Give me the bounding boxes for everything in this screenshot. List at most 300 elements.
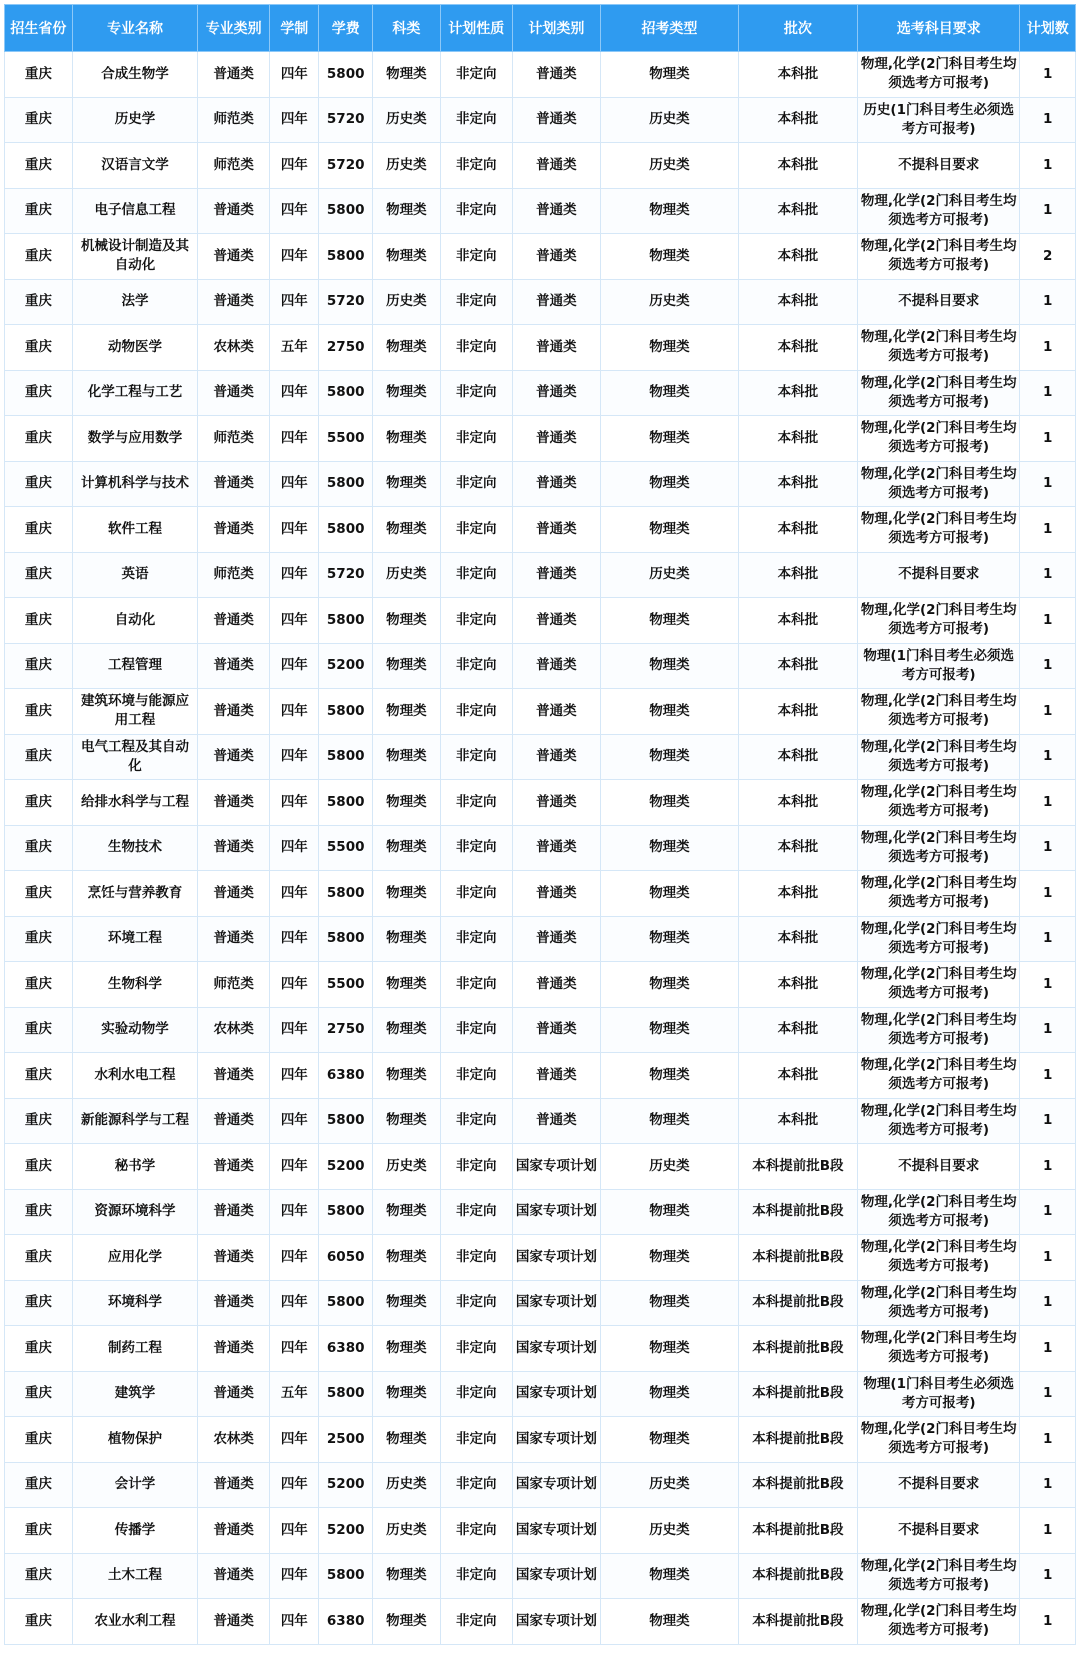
- cell-exam-type: 物理类: [601, 825, 739, 871]
- cell-tuition: 5800: [319, 1371, 372, 1417]
- column-header-subject-requirement: 选考科目要求: [858, 5, 1020, 52]
- table-row: [5, 1280, 1076, 1326]
- cell-subject-type: 物理类: [372, 461, 440, 507]
- column-header-batch: 批次: [738, 5, 857, 52]
- cell-tuition: 5200: [319, 1462, 372, 1508]
- cell-subject-requirement: 物理(1门科目考生必须选考方可报考): [858, 643, 1020, 689]
- cell-plan-count: 1: [1020, 1417, 1076, 1463]
- cell-plan-nature: 非定向: [440, 461, 512, 507]
- table-body: [5, 52, 1076, 1645]
- cell-major-category: 普通类: [198, 279, 270, 325]
- table-row: [5, 507, 1076, 553]
- cell-plan-count: 1: [1020, 97, 1076, 143]
- cell-batch: 本科提前批B段: [738, 1371, 857, 1417]
- cell-subject-type: 物理类: [372, 871, 440, 917]
- cell-subject-requirement: 物理,化学(2门科目考生均须选考方可报考): [858, 507, 1020, 553]
- cell-major-name: 数学与应用数学: [72, 416, 197, 462]
- cell-tuition: 5800: [319, 871, 372, 917]
- table-row: [5, 780, 1076, 826]
- cell-exam-type: 物理类: [601, 1326, 739, 1372]
- cell-exam-type: 物理类: [601, 416, 739, 462]
- cell-plan-count: 1: [1020, 325, 1076, 371]
- cell-batch: 本科批: [738, 1098, 857, 1144]
- table-row: [5, 1144, 1076, 1190]
- cell-subject-type: 物理类: [372, 962, 440, 1008]
- cell-batch: 本科批: [738, 234, 857, 280]
- cell-tuition: 6380: [319, 1053, 372, 1099]
- cell-plan-category: 国家专项计划: [512, 1462, 600, 1508]
- cell-province: 重庆: [5, 825, 73, 871]
- table-row: [5, 370, 1076, 416]
- cell-subject-type: 物理类: [372, 234, 440, 280]
- cell-plan-count: 1: [1020, 143, 1076, 189]
- cell-exam-type: 历史类: [601, 552, 739, 598]
- cell-plan-category: 普通类: [512, 962, 600, 1008]
- cell-exam-type: 物理类: [601, 461, 739, 507]
- cell-batch: 本科批: [738, 962, 857, 1008]
- cell-tuition: 5800: [319, 1189, 372, 1235]
- cell-exam-type: 历史类: [601, 97, 739, 143]
- cell-subject-type: 物理类: [372, 1189, 440, 1235]
- cell-major-category: 普通类: [198, 1235, 270, 1281]
- table-row: [5, 689, 1076, 735]
- cell-tuition: 5800: [319, 234, 372, 280]
- column-header-major-category: 专业类别: [198, 5, 270, 52]
- cell-plan-category: 普通类: [512, 825, 600, 871]
- cell-plan-nature: 非定向: [440, 1553, 512, 1599]
- cell-major-category: 普通类: [198, 1462, 270, 1508]
- cell-subject-requirement: 物理,化学(2门科目考生均须选考方可报考): [858, 1007, 1020, 1053]
- cell-exam-type: 物理类: [601, 1371, 739, 1417]
- cell-batch: 本科批: [738, 552, 857, 598]
- table-row: [5, 1508, 1076, 1554]
- cell-plan-count: 1: [1020, 1599, 1076, 1645]
- cell-plan-count: 1: [1020, 370, 1076, 416]
- cell-batch: 本科提前批B段: [738, 1553, 857, 1599]
- cell-plan-count: 1: [1020, 1280, 1076, 1326]
- cell-major-name: 应用化学: [72, 1235, 197, 1281]
- cell-plan-count: 1: [1020, 825, 1076, 871]
- cell-plan-count: 1: [1020, 734, 1076, 780]
- cell-major-category: 农林类: [198, 1417, 270, 1463]
- cell-province: 重庆: [5, 143, 73, 189]
- cell-duration: 四年: [270, 370, 319, 416]
- cell-major-category: 普通类: [198, 780, 270, 826]
- cell-exam-type: 历史类: [601, 1462, 739, 1508]
- cell-subject-requirement: 物理,化学(2门科目考生均须选考方可报考): [858, 370, 1020, 416]
- cell-tuition: 5500: [319, 962, 372, 1008]
- cell-subject-requirement: 历史(1门科目考生必须选考方可报考): [858, 97, 1020, 143]
- cell-tuition: 5800: [319, 370, 372, 416]
- column-header-plan-nature: 计划性质: [440, 5, 512, 52]
- cell-major-category: 普通类: [198, 52, 270, 98]
- cell-batch: 本科提前批B段: [738, 1599, 857, 1645]
- cell-plan-category: 普通类: [512, 279, 600, 325]
- cell-batch: 本科提前批B段: [738, 1235, 857, 1281]
- cell-plan-nature: 非定向: [440, 552, 512, 598]
- cell-tuition: 5800: [319, 507, 372, 553]
- cell-exam-type: 物理类: [601, 871, 739, 917]
- table-row: [5, 461, 1076, 507]
- cell-plan-nature: 非定向: [440, 188, 512, 234]
- column-header-province: 招生省份: [5, 5, 73, 52]
- cell-duration: 四年: [270, 234, 319, 280]
- cell-duration: 四年: [270, 1280, 319, 1326]
- cell-subject-requirement: 物理,化学(2门科目考生均须选考方可报考): [858, 1280, 1020, 1326]
- cell-province: 重庆: [5, 461, 73, 507]
- cell-major-name: 建筑环境与能源应用工程: [72, 689, 197, 735]
- cell-exam-type: 物理类: [601, 370, 739, 416]
- cell-plan-nature: 非定向: [440, 1280, 512, 1326]
- cell-subject-requirement: 物理,化学(2门科目考生均须选考方可报考): [858, 1189, 1020, 1235]
- cell-batch: 本科批: [738, 643, 857, 689]
- cell-province: 重庆: [5, 780, 73, 826]
- cell-province: 重庆: [5, 1007, 73, 1053]
- cell-plan-category: 普通类: [512, 1098, 600, 1144]
- cell-batch: 本科提前批B段: [738, 1280, 857, 1326]
- cell-batch: 本科批: [738, 188, 857, 234]
- table-row: [5, 416, 1076, 462]
- cell-subject-type: 物理类: [372, 1235, 440, 1281]
- cell-tuition: 5720: [319, 143, 372, 189]
- cell-major-name: 烹饪与营养教育: [72, 871, 197, 917]
- cell-plan-category: 普通类: [512, 689, 600, 735]
- cell-plan-count: 1: [1020, 1144, 1076, 1190]
- cell-subject-type: 历史类: [372, 1462, 440, 1508]
- cell-duration: 四年: [270, 97, 319, 143]
- cell-duration: 四年: [270, 1098, 319, 1144]
- cell-duration: 四年: [270, 1599, 319, 1645]
- cell-tuition: 5800: [319, 916, 372, 962]
- cell-major-name: 环境科学: [72, 1280, 197, 1326]
- cell-tuition: 6380: [319, 1326, 372, 1372]
- cell-subject-requirement: 物理(1门科目考生必须选考方可报考): [858, 1371, 1020, 1417]
- cell-batch: 本科批: [738, 734, 857, 780]
- cell-major-category: 普通类: [198, 370, 270, 416]
- cell-exam-type: 物理类: [601, 1553, 739, 1599]
- cell-subject-type: 物理类: [372, 1553, 440, 1599]
- cell-province: 重庆: [5, 234, 73, 280]
- cell-plan-count: 1: [1020, 1053, 1076, 1099]
- cell-duration: 四年: [270, 1007, 319, 1053]
- cell-major-name: 计算机科学与技术: [72, 461, 197, 507]
- cell-batch: 本科批: [738, 689, 857, 735]
- cell-province: 重庆: [5, 279, 73, 325]
- cell-major-category: 普通类: [198, 1280, 270, 1326]
- cell-plan-nature: 非定向: [440, 825, 512, 871]
- cell-plan-count: 1: [1020, 552, 1076, 598]
- cell-plan-nature: 非定向: [440, 916, 512, 962]
- cell-province: 重庆: [5, 598, 73, 644]
- cell-province: 重庆: [5, 188, 73, 234]
- cell-tuition: 5800: [319, 1280, 372, 1326]
- cell-plan-category: 国家专项计划: [512, 1553, 600, 1599]
- cell-subject-type: 物理类: [372, 1280, 440, 1326]
- cell-subject-requirement: 物理,化学(2门科目考生均须选考方可报考): [858, 1053, 1020, 1099]
- cell-exam-type: 物理类: [601, 1235, 739, 1281]
- cell-major-name: 自动化: [72, 598, 197, 644]
- cell-plan-count: 1: [1020, 780, 1076, 826]
- cell-subject-type: 物理类: [372, 1098, 440, 1144]
- cell-exam-type: 物理类: [601, 598, 739, 644]
- cell-exam-type: 物理类: [601, 234, 739, 280]
- cell-plan-category: 国家专项计划: [512, 1235, 600, 1281]
- cell-major-name: 制药工程: [72, 1326, 197, 1372]
- cell-major-category: 普通类: [198, 1553, 270, 1599]
- cell-major-category: 师范类: [198, 962, 270, 1008]
- header-row: [5, 5, 1076, 52]
- cell-batch: 本科提前批B段: [738, 1417, 857, 1463]
- cell-plan-category: 普通类: [512, 52, 600, 98]
- cell-plan-nature: 非定向: [440, 507, 512, 553]
- table-row: [5, 1462, 1076, 1508]
- table-row: [5, 871, 1076, 917]
- cell-major-category: 普通类: [198, 507, 270, 553]
- cell-plan-category: 普通类: [512, 507, 600, 553]
- cell-subject-requirement: 物理,化学(2门科目考生均须选考方可报考): [858, 598, 1020, 644]
- cell-duration: 四年: [270, 689, 319, 735]
- cell-subject-requirement: 物理,化学(2门科目考生均须选考方可报考): [858, 52, 1020, 98]
- cell-batch: 本科批: [738, 1007, 857, 1053]
- cell-plan-category: 普通类: [512, 598, 600, 644]
- cell-plan-category: 普通类: [512, 325, 600, 371]
- cell-plan-category: 普通类: [512, 143, 600, 189]
- cell-plan-count: 1: [1020, 279, 1076, 325]
- cell-major-name: 实验动物学: [72, 1007, 197, 1053]
- cell-major-name: 历史学: [72, 97, 197, 143]
- admission-plan-table: [4, 4, 1076, 1645]
- cell-major-category: 师范类: [198, 416, 270, 462]
- table-row: [5, 279, 1076, 325]
- cell-province: 重庆: [5, 97, 73, 143]
- cell-subject-type: 物理类: [372, 1326, 440, 1372]
- cell-plan-category: 普通类: [512, 552, 600, 598]
- cell-major-name: 给排水科学与工程: [72, 780, 197, 826]
- cell-plan-count: 2: [1020, 234, 1076, 280]
- table-row: [5, 552, 1076, 598]
- table-row: [5, 916, 1076, 962]
- cell-subject-requirement: 不提科目要求: [858, 1508, 1020, 1554]
- cell-batch: 本科批: [738, 97, 857, 143]
- cell-plan-category: 国家专项计划: [512, 1417, 600, 1463]
- cell-exam-type: 物理类: [601, 1280, 739, 1326]
- cell-subject-requirement: 物理,化学(2门科目考生均须选考方可报考): [858, 1098, 1020, 1144]
- cell-major-category: 普通类: [198, 188, 270, 234]
- cell-major-name: 生物科学: [72, 962, 197, 1008]
- cell-major-name: 机械设计制造及其自动化: [72, 234, 197, 280]
- cell-tuition: 5800: [319, 689, 372, 735]
- cell-tuition: 5200: [319, 1508, 372, 1554]
- cell-major-category: 普通类: [198, 916, 270, 962]
- cell-exam-type: 历史类: [601, 1144, 739, 1190]
- cell-plan-nature: 非定向: [440, 1508, 512, 1554]
- cell-province: 重庆: [5, 1144, 73, 1190]
- cell-plan-nature: 非定向: [440, 1235, 512, 1281]
- table-row: [5, 1098, 1076, 1144]
- cell-subject-type: 物理类: [372, 1417, 440, 1463]
- cell-subject-requirement: 物理,化学(2门科目考生均须选考方可报考): [858, 1235, 1020, 1281]
- cell-plan-category: 普通类: [512, 1007, 600, 1053]
- cell-major-name: 动物医学: [72, 325, 197, 371]
- cell-plan-nature: 非定向: [440, 234, 512, 280]
- table-row: [5, 825, 1076, 871]
- cell-major-name: 农业水利工程: [72, 1599, 197, 1645]
- cell-major-name: 新能源科学与工程: [72, 1098, 197, 1144]
- cell-subject-type: 物理类: [372, 643, 440, 689]
- cell-duration: 四年: [270, 962, 319, 1008]
- table-row: [5, 1599, 1076, 1645]
- cell-major-name: 传播学: [72, 1508, 197, 1554]
- cell-duration: 四年: [270, 188, 319, 234]
- cell-plan-category: 国家专项计划: [512, 1326, 600, 1372]
- cell-duration: 四年: [270, 1553, 319, 1599]
- cell-province: 重庆: [5, 1053, 73, 1099]
- cell-duration: 四年: [270, 279, 319, 325]
- cell-plan-nature: 非定向: [440, 1007, 512, 1053]
- cell-duration: 四年: [270, 1462, 319, 1508]
- cell-plan-count: 1: [1020, 1462, 1076, 1508]
- cell-tuition: 5800: [319, 598, 372, 644]
- cell-major-category: 普通类: [198, 871, 270, 917]
- cell-major-category: 普通类: [198, 1189, 270, 1235]
- cell-exam-type: 物理类: [601, 1007, 739, 1053]
- cell-plan-category: 普通类: [512, 97, 600, 143]
- cell-subject-type: 历史类: [372, 1508, 440, 1554]
- cell-tuition: 5800: [319, 780, 372, 826]
- cell-subject-requirement: 物理,化学(2门科目考生均须选考方可报考): [858, 1326, 1020, 1372]
- cell-plan-category: 普通类: [512, 461, 600, 507]
- cell-major-category: 普通类: [198, 1053, 270, 1099]
- cell-major-name: 工程管理: [72, 643, 197, 689]
- cell-subject-requirement: 物理,化学(2门科目考生均须选考方可报考): [858, 962, 1020, 1008]
- cell-major-category: 普通类: [198, 825, 270, 871]
- cell-exam-type: 物理类: [601, 734, 739, 780]
- cell-duration: 四年: [270, 598, 319, 644]
- cell-province: 重庆: [5, 325, 73, 371]
- cell-batch: 本科批: [738, 916, 857, 962]
- cell-major-category: 普通类: [198, 1098, 270, 1144]
- cell-batch: 本科批: [738, 370, 857, 416]
- cell-duration: 五年: [270, 325, 319, 371]
- cell-major-category: 师范类: [198, 552, 270, 598]
- cell-major-name: 电气工程及其自动化: [72, 734, 197, 780]
- cell-exam-type: 物理类: [601, 962, 739, 1008]
- cell-tuition: 5800: [319, 461, 372, 507]
- cell-subject-requirement: 物理,化学(2门科目考生均须选考方可报考): [858, 234, 1020, 280]
- cell-tuition: 5720: [319, 97, 372, 143]
- cell-plan-category: 普通类: [512, 871, 600, 917]
- cell-major-name: 秘书学: [72, 1144, 197, 1190]
- cell-tuition: 5500: [319, 825, 372, 871]
- cell-plan-category: 国家专项计划: [512, 1508, 600, 1554]
- cell-duration: 四年: [270, 825, 319, 871]
- cell-duration: 四年: [270, 143, 319, 189]
- cell-duration: 四年: [270, 52, 319, 98]
- cell-plan-nature: 非定向: [440, 1417, 512, 1463]
- cell-batch: 本科批: [738, 598, 857, 644]
- cell-subject-type: 物理类: [372, 416, 440, 462]
- cell-duration: 五年: [270, 1371, 319, 1417]
- cell-subject-type: 物理类: [372, 1007, 440, 1053]
- cell-plan-count: 1: [1020, 1508, 1076, 1554]
- cell-batch: 本科提前批B段: [738, 1508, 857, 1554]
- cell-major-name: 资源环境科学: [72, 1189, 197, 1235]
- cell-province: 重庆: [5, 1417, 73, 1463]
- cell-batch: 本科批: [738, 416, 857, 462]
- cell-subject-requirement: 不提科目要求: [858, 552, 1020, 598]
- cell-batch: 本科批: [738, 871, 857, 917]
- admission-plan-table-container: [4, 4, 1076, 1645]
- cell-subject-type: 物理类: [372, 780, 440, 826]
- column-header-plan-category: 计划类别: [512, 5, 600, 52]
- cell-plan-nature: 非定向: [440, 1189, 512, 1235]
- table-row: [5, 962, 1076, 1008]
- cell-subject-type: 物理类: [372, 52, 440, 98]
- cell-province: 重庆: [5, 734, 73, 780]
- cell-plan-nature: 非定向: [440, 325, 512, 371]
- cell-major-name: 软件工程: [72, 507, 197, 553]
- column-header-exam-type: 招考类型: [601, 5, 739, 52]
- table-row: [5, 598, 1076, 644]
- cell-plan-nature: 非定向: [440, 734, 512, 780]
- table-row: [5, 52, 1076, 98]
- cell-plan-count: 1: [1020, 1098, 1076, 1144]
- cell-major-category: 普通类: [198, 1326, 270, 1372]
- cell-tuition: 6380: [319, 1599, 372, 1645]
- cell-plan-nature: 非定向: [440, 598, 512, 644]
- cell-batch: 本科批: [738, 325, 857, 371]
- cell-subject-requirement: 物理,化学(2门科目考生均须选考方可报考): [858, 325, 1020, 371]
- cell-province: 重庆: [5, 416, 73, 462]
- column-header-duration: 学制: [270, 5, 319, 52]
- cell-batch: 本科批: [738, 507, 857, 553]
- cell-subject-requirement: 物理,化学(2门科目考生均须选考方可报考): [858, 825, 1020, 871]
- cell-plan-count: 1: [1020, 416, 1076, 462]
- cell-tuition: 5200: [319, 643, 372, 689]
- column-header-tuition: 学费: [319, 5, 372, 52]
- cell-plan-nature: 非定向: [440, 1144, 512, 1190]
- cell-subject-type: 物理类: [372, 689, 440, 735]
- cell-province: 重庆: [5, 1371, 73, 1417]
- cell-plan-nature: 非定向: [440, 52, 512, 98]
- cell-duration: 四年: [270, 1417, 319, 1463]
- cell-province: 重庆: [5, 1280, 73, 1326]
- cell-plan-category: 普通类: [512, 643, 600, 689]
- cell-province: 重庆: [5, 507, 73, 553]
- cell-subject-type: 物理类: [372, 916, 440, 962]
- cell-plan-count: 1: [1020, 643, 1076, 689]
- cell-exam-type: 物理类: [601, 916, 739, 962]
- cell-subject-requirement: 物理,化学(2门科目考生均须选考方可报考): [858, 871, 1020, 917]
- cell-major-category: 普通类: [198, 598, 270, 644]
- cell-plan-nature: 非定向: [440, 1599, 512, 1645]
- cell-major-category: 普通类: [198, 1371, 270, 1417]
- cell-tuition: 5720: [319, 552, 372, 598]
- cell-plan-count: 1: [1020, 1553, 1076, 1599]
- cell-duration: 四年: [270, 643, 319, 689]
- cell-plan-nature: 非定向: [440, 1371, 512, 1417]
- cell-plan-category: 国家专项计划: [512, 1144, 600, 1190]
- cell-exam-type: 物理类: [601, 1189, 739, 1235]
- cell-province: 重庆: [5, 552, 73, 598]
- cell-plan-category: 国家专项计划: [512, 1280, 600, 1326]
- cell-subject-requirement: 不提科目要求: [858, 143, 1020, 189]
- cell-plan-nature: 非定向: [440, 1326, 512, 1372]
- cell-duration: 四年: [270, 1053, 319, 1099]
- cell-batch: 本科批: [738, 1053, 857, 1099]
- cell-major-category: 农林类: [198, 325, 270, 371]
- cell-exam-type: 物理类: [601, 1053, 739, 1099]
